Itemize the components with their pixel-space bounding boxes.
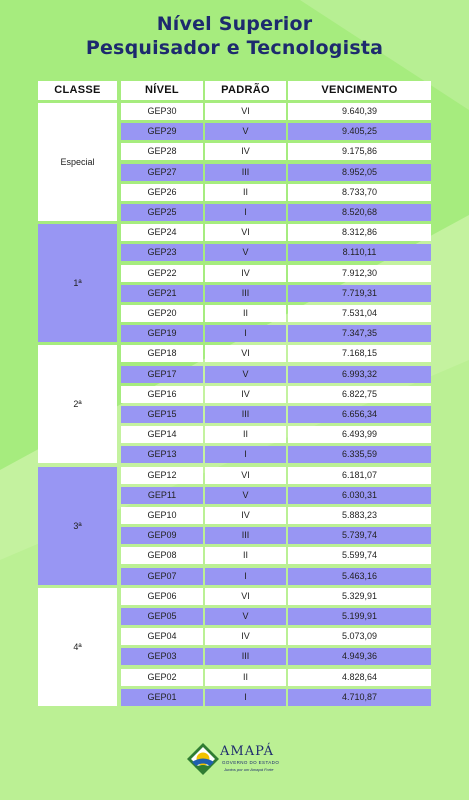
cell-vencimento: 6.822,75 xyxy=(288,386,431,403)
cell-padrao: II xyxy=(205,669,286,686)
cell-vencimento: 9.175,86 xyxy=(288,143,431,160)
cell-vencimento: 7.168,15 xyxy=(288,345,431,362)
cell-vencimento: 8.110,11 xyxy=(288,244,431,261)
header-classe: CLASSE xyxy=(38,81,117,100)
cell-nivel: GEP05 xyxy=(121,608,203,625)
cell-vencimento: 6.656,34 xyxy=(288,406,431,423)
cell-vencimento: 5.329,91 xyxy=(288,588,431,605)
classe-cell: 1ª xyxy=(38,224,117,342)
cell-vencimento: 6.181,07 xyxy=(288,467,431,484)
cell-padrao: IV xyxy=(205,628,286,645)
cell-nivel: GEP22 xyxy=(121,265,203,282)
header-vencimento: VENCIMENTO xyxy=(288,81,431,100)
cell-vencimento: 8.733,70 xyxy=(288,184,431,201)
cell-vencimento: 5.073,09 xyxy=(288,628,431,645)
cell-padrao: II xyxy=(205,184,286,201)
cell-nivel: GEP06 xyxy=(121,588,203,605)
cell-padrao: VI xyxy=(205,345,286,362)
cell-vencimento: 9.405,25 xyxy=(288,123,431,140)
classe-cell: 3ª xyxy=(38,467,117,585)
cell-nivel: GEP14 xyxy=(121,426,203,443)
cell-padrao: V xyxy=(205,366,286,383)
cell-vencimento: 4.828,64 xyxy=(288,669,431,686)
cell-padrao: III xyxy=(205,527,286,544)
cell-nivel: GEP03 xyxy=(121,648,203,665)
cell-padrao: I xyxy=(205,204,286,221)
cell-nivel: GEP12 xyxy=(121,467,203,484)
cell-nivel: GEP10 xyxy=(121,507,203,524)
cell-padrao: VI xyxy=(205,467,286,484)
cell-padrao: I xyxy=(205,568,286,585)
cell-padrao: IV xyxy=(205,265,286,282)
cell-nivel: GEP18 xyxy=(121,345,203,362)
cell-nivel: GEP30 xyxy=(121,103,203,120)
amapa-government-logo xyxy=(186,742,286,778)
cell-padrao: VI xyxy=(205,224,286,241)
cell-vencimento: 5.199,91 xyxy=(288,608,431,625)
header-nivel: NÍVEL xyxy=(121,81,203,100)
cell-vencimento: 8.952,05 xyxy=(288,164,431,181)
cell-nivel: GEP28 xyxy=(121,143,203,160)
cell-nivel: GEP02 xyxy=(121,669,203,686)
cell-padrao: V xyxy=(205,123,286,140)
cell-nivel: GEP07 xyxy=(121,568,203,585)
cell-padrao: VI xyxy=(205,103,286,120)
cell-nivel: GEP08 xyxy=(121,547,203,564)
cell-vencimento: 6.493,99 xyxy=(288,426,431,443)
cell-nivel: GEP29 xyxy=(121,123,203,140)
page-title xyxy=(0,12,469,60)
cell-nivel: GEP20 xyxy=(121,305,203,322)
cell-nivel: GEP23 xyxy=(121,244,203,261)
cell-padrao: III xyxy=(205,648,286,665)
title-line-2: Pesquisador e Tecnologista xyxy=(85,37,384,59)
cell-vencimento: 7.912,30 xyxy=(288,265,431,282)
logo-slogan: Juntos por um Amapá Forte xyxy=(224,767,274,772)
cell-padrao: III xyxy=(205,406,286,423)
cell-padrao: VI xyxy=(205,588,286,605)
title-line-1: Nível Superior xyxy=(156,13,313,35)
cell-padrao: III xyxy=(205,164,286,181)
cell-nivel: GEP16 xyxy=(121,386,203,403)
cell-vencimento: 5.463,16 xyxy=(288,568,431,585)
classe-cell: 2ª xyxy=(38,345,117,463)
cell-padrao: V xyxy=(205,608,286,625)
cell-nivel: GEP19 xyxy=(121,325,203,342)
cell-vencimento: 6.030,31 xyxy=(288,487,431,504)
cell-padrao: IV xyxy=(205,143,286,160)
cell-padrao: II xyxy=(205,547,286,564)
cell-padrao: II xyxy=(205,426,286,443)
cell-padrao: V xyxy=(205,244,286,261)
cell-padrao: I xyxy=(205,446,286,463)
cell-nivel: GEP24 xyxy=(121,224,203,241)
cell-vencimento: 7.531,04 xyxy=(288,305,431,322)
logo-subtitle: GOVERNO DO ESTADO xyxy=(222,760,280,765)
cell-padrao: II xyxy=(205,305,286,322)
cell-vencimento: 6.335,59 xyxy=(288,446,431,463)
cell-nivel: GEP21 xyxy=(121,285,203,302)
logo-name: AMAPÁ xyxy=(220,744,275,759)
cell-nivel: GEP01 xyxy=(121,689,203,706)
classe-cell: 4ª xyxy=(38,588,117,706)
cell-vencimento: 5.739,74 xyxy=(288,527,431,544)
cell-vencimento: 4.949,36 xyxy=(288,648,431,665)
cell-nivel: GEP26 xyxy=(121,184,203,201)
cell-nivel: GEP13 xyxy=(121,446,203,463)
cell-vencimento: 5.883,23 xyxy=(288,507,431,524)
amapa-emblem-icon xyxy=(186,742,220,776)
cell-nivel: GEP11 xyxy=(121,487,203,504)
cell-nivel: GEP04 xyxy=(121,628,203,645)
cell-padrao: III xyxy=(205,285,286,302)
cell-vencimento: 5.599,74 xyxy=(288,547,431,564)
cell-padrao: IV xyxy=(205,386,286,403)
cell-padrao: I xyxy=(205,689,286,706)
cell-vencimento: 6.993,32 xyxy=(288,366,431,383)
cell-vencimento: 7.719,31 xyxy=(288,285,431,302)
cell-vencimento: 8.312,86 xyxy=(288,224,431,241)
cell-vencimento: 7.347,35 xyxy=(288,325,431,342)
header-padrao: PADRÃO xyxy=(205,81,286,100)
cell-nivel: GEP25 xyxy=(121,204,203,221)
classe-cell: Especial xyxy=(38,103,117,221)
cell-vencimento: 4.710,87 xyxy=(288,689,431,706)
cell-padrao: V xyxy=(205,487,286,504)
cell-nivel: GEP15 xyxy=(121,406,203,423)
cell-nivel: GEP09 xyxy=(121,527,203,544)
cell-nivel: GEP27 xyxy=(121,164,203,181)
cell-vencimento: 8.520,68 xyxy=(288,204,431,221)
cell-vencimento: 9.640,39 xyxy=(288,103,431,120)
cell-padrao: IV xyxy=(205,507,286,524)
cell-nivel: GEP17 xyxy=(121,366,203,383)
cell-padrao: I xyxy=(205,325,286,342)
